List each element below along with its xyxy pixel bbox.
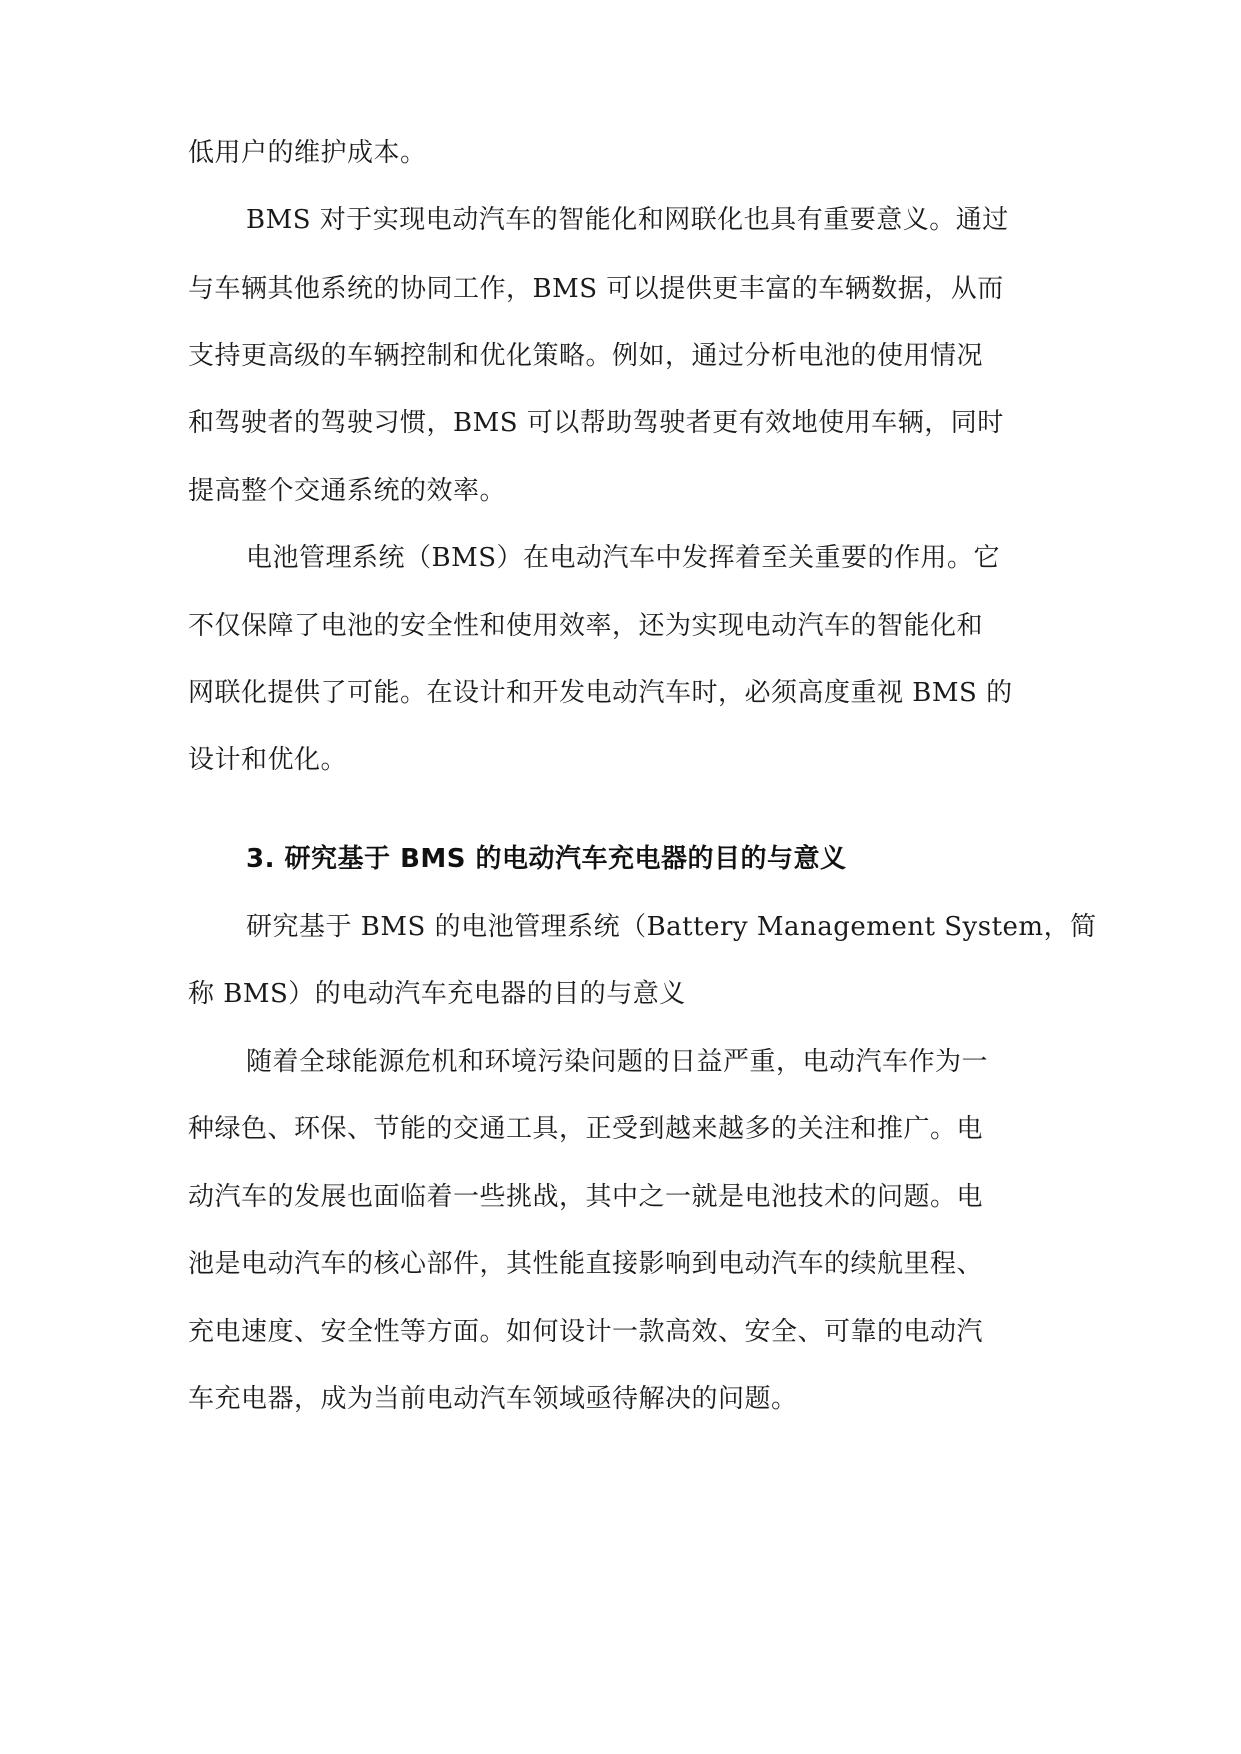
- p3-line-1: 电池管理系统（BMS）在电动汽车中发挥着至关重要的作用。它: [246, 543, 1001, 573]
- p3-line-2: 不仅保障了电池的安全性和使用效率，还为实现电动汽车的智能化和: [188, 611, 984, 641]
- p5-line-1: 随着全球能源危机和环境污染问题的日益严重，电动汽车作为一: [246, 1047, 989, 1077]
- p3-line-3: 网联化提供了可能。在设计和开发电动汽车时，必须高度重视 BMS 的: [188, 678, 1013, 708]
- p4-line-1: 研究基于 BMS 的电池管理系统（Battery Management System，简: [246, 912, 1097, 942]
- p2-line-4: 和驾驶者的驾驶习惯，BMS 可以帮助驾驶者更有效地使用车辆，同时: [188, 408, 1004, 438]
- p4-line-2: 称 BMS）的电动汽车充电器的目的与意义: [188, 979, 686, 1009]
- section-heading: 3. 研究基于 BMS 的电动汽车充电器的目的与意义: [246, 844, 847, 874]
- p2-line-3: 支持更高级的车辆控制和优化策略。例如，通过分析电池的使用情况: [188, 341, 984, 371]
- p5-line-2: 种绿色、环保、节能的交通工具，正受到越来越多的关注和推广。电: [188, 1114, 984, 1144]
- p3-line-4: 设计和优化。: [188, 745, 348, 775]
- p2-line-5: 提高整个交通系统的效率。: [188, 476, 507, 506]
- p2-line-1: BMS 对于实现电动汽车的智能化和网联化也具有重要意义。通过: [246, 205, 1009, 235]
- p2-line-2: 与车辆其他系统的协同工作，BMS 可以提供更丰富的车辆数据，从而: [188, 274, 1004, 304]
- p5-line-3: 动汽车的发展也面临着一些挑战，其中之一就是电池技术的问题。电: [188, 1182, 984, 1212]
- p5-line-6: 车充电器，成为当前电动汽车领域亟待解决的问题。: [188, 1384, 798, 1414]
- p1-line-1: 低用户的维护成本。: [188, 138, 427, 168]
- p5-line-5: 充电速度、安全性等方面。如何设计一款高效、安全、可靠的电动汽: [188, 1317, 984, 1347]
- p5-line-4: 池是电动汽车的核心部件，其性能直接影响到电动汽车的续航里程、: [188, 1249, 984, 1279]
